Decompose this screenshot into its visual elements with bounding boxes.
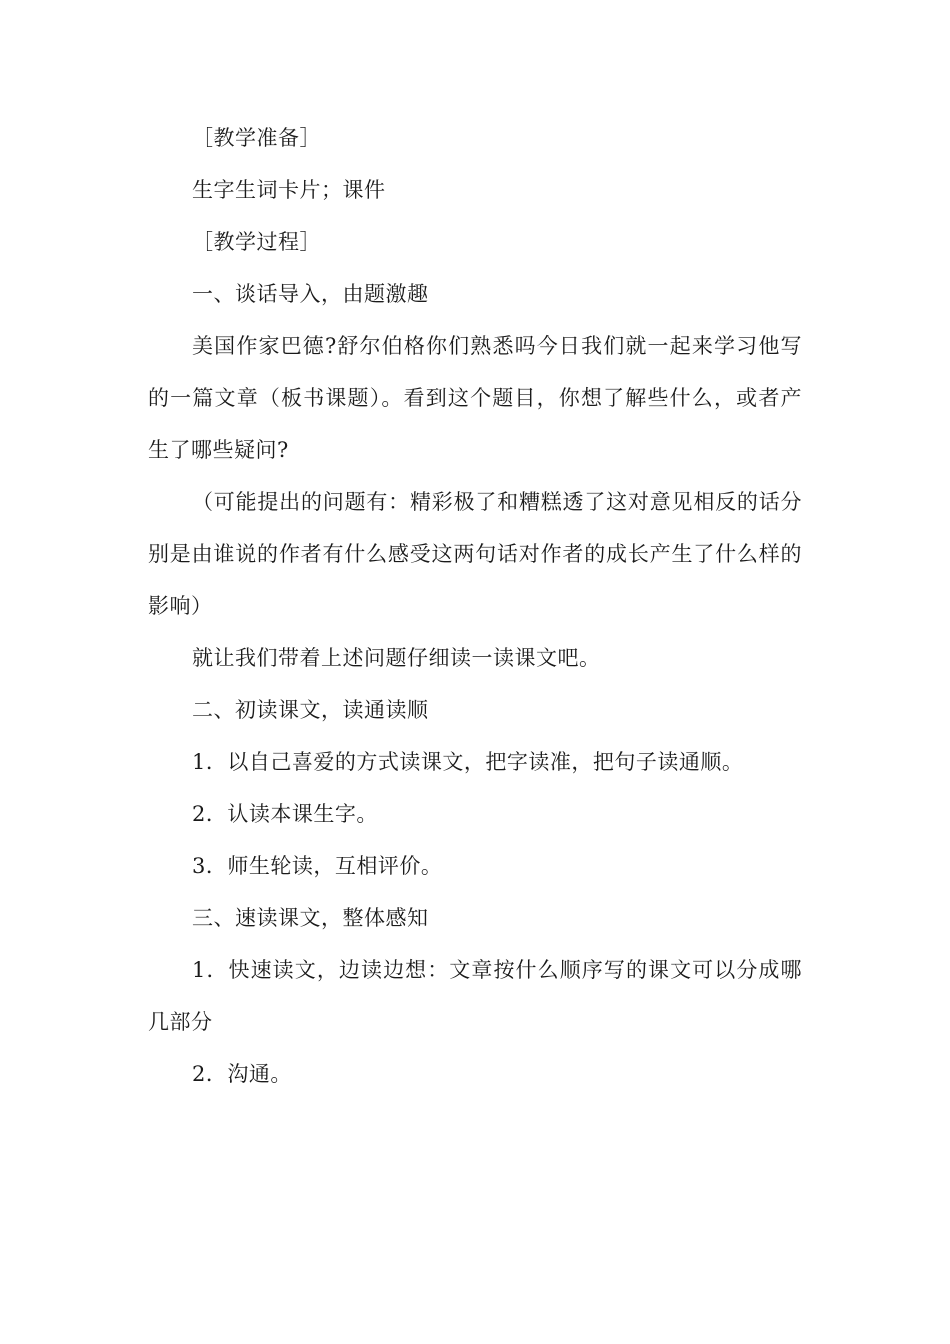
document-body [148,112,802,1100]
list-item: 2．认读本课生字。 [192,802,378,826]
step-heading: 二、初读课文，读通读顺 [192,698,429,722]
section-heading-process: ［教学过程］ [192,230,321,254]
step-heading: 三、速读课文，整体感知 [192,906,429,930]
paragraph: （可能提出的问题有：精彩极了和糟糕透了这对意见相反的话分别是由谁说的作者有什么感受这两句话对作者的成长产生了什么样的影响） [148,490,802,618]
list-item: 1．以自己喜爱的方式读课文，把字读准，把句子读通顺。 [192,750,744,774]
paragraph: 就让我们带着上述问题仔细读一读课文吧。 [192,646,601,670]
list-item: 1．快速读文，边读边想：文章按什么顺序写的课文可以分成哪几部分 [148,958,802,1034]
paragraph: 美国作家巴德?舒尔伯格你们熟悉吗今日我们就一起来学习他写的一篇文章（板书课题）。看到这个题目，你想了解些什么，或者产生了哪些疑问? [148,334,802,462]
step-heading: 一、谈话导入，由题激趣 [192,282,429,306]
section-heading-preparation: ［教学准备］ [192,126,321,150]
list-item: 3．师生轮读，互相评价。 [192,854,443,878]
list-item: 2．沟通。 [192,1062,292,1086]
paragraph: 生字生词卡片；课件 [192,178,386,202]
